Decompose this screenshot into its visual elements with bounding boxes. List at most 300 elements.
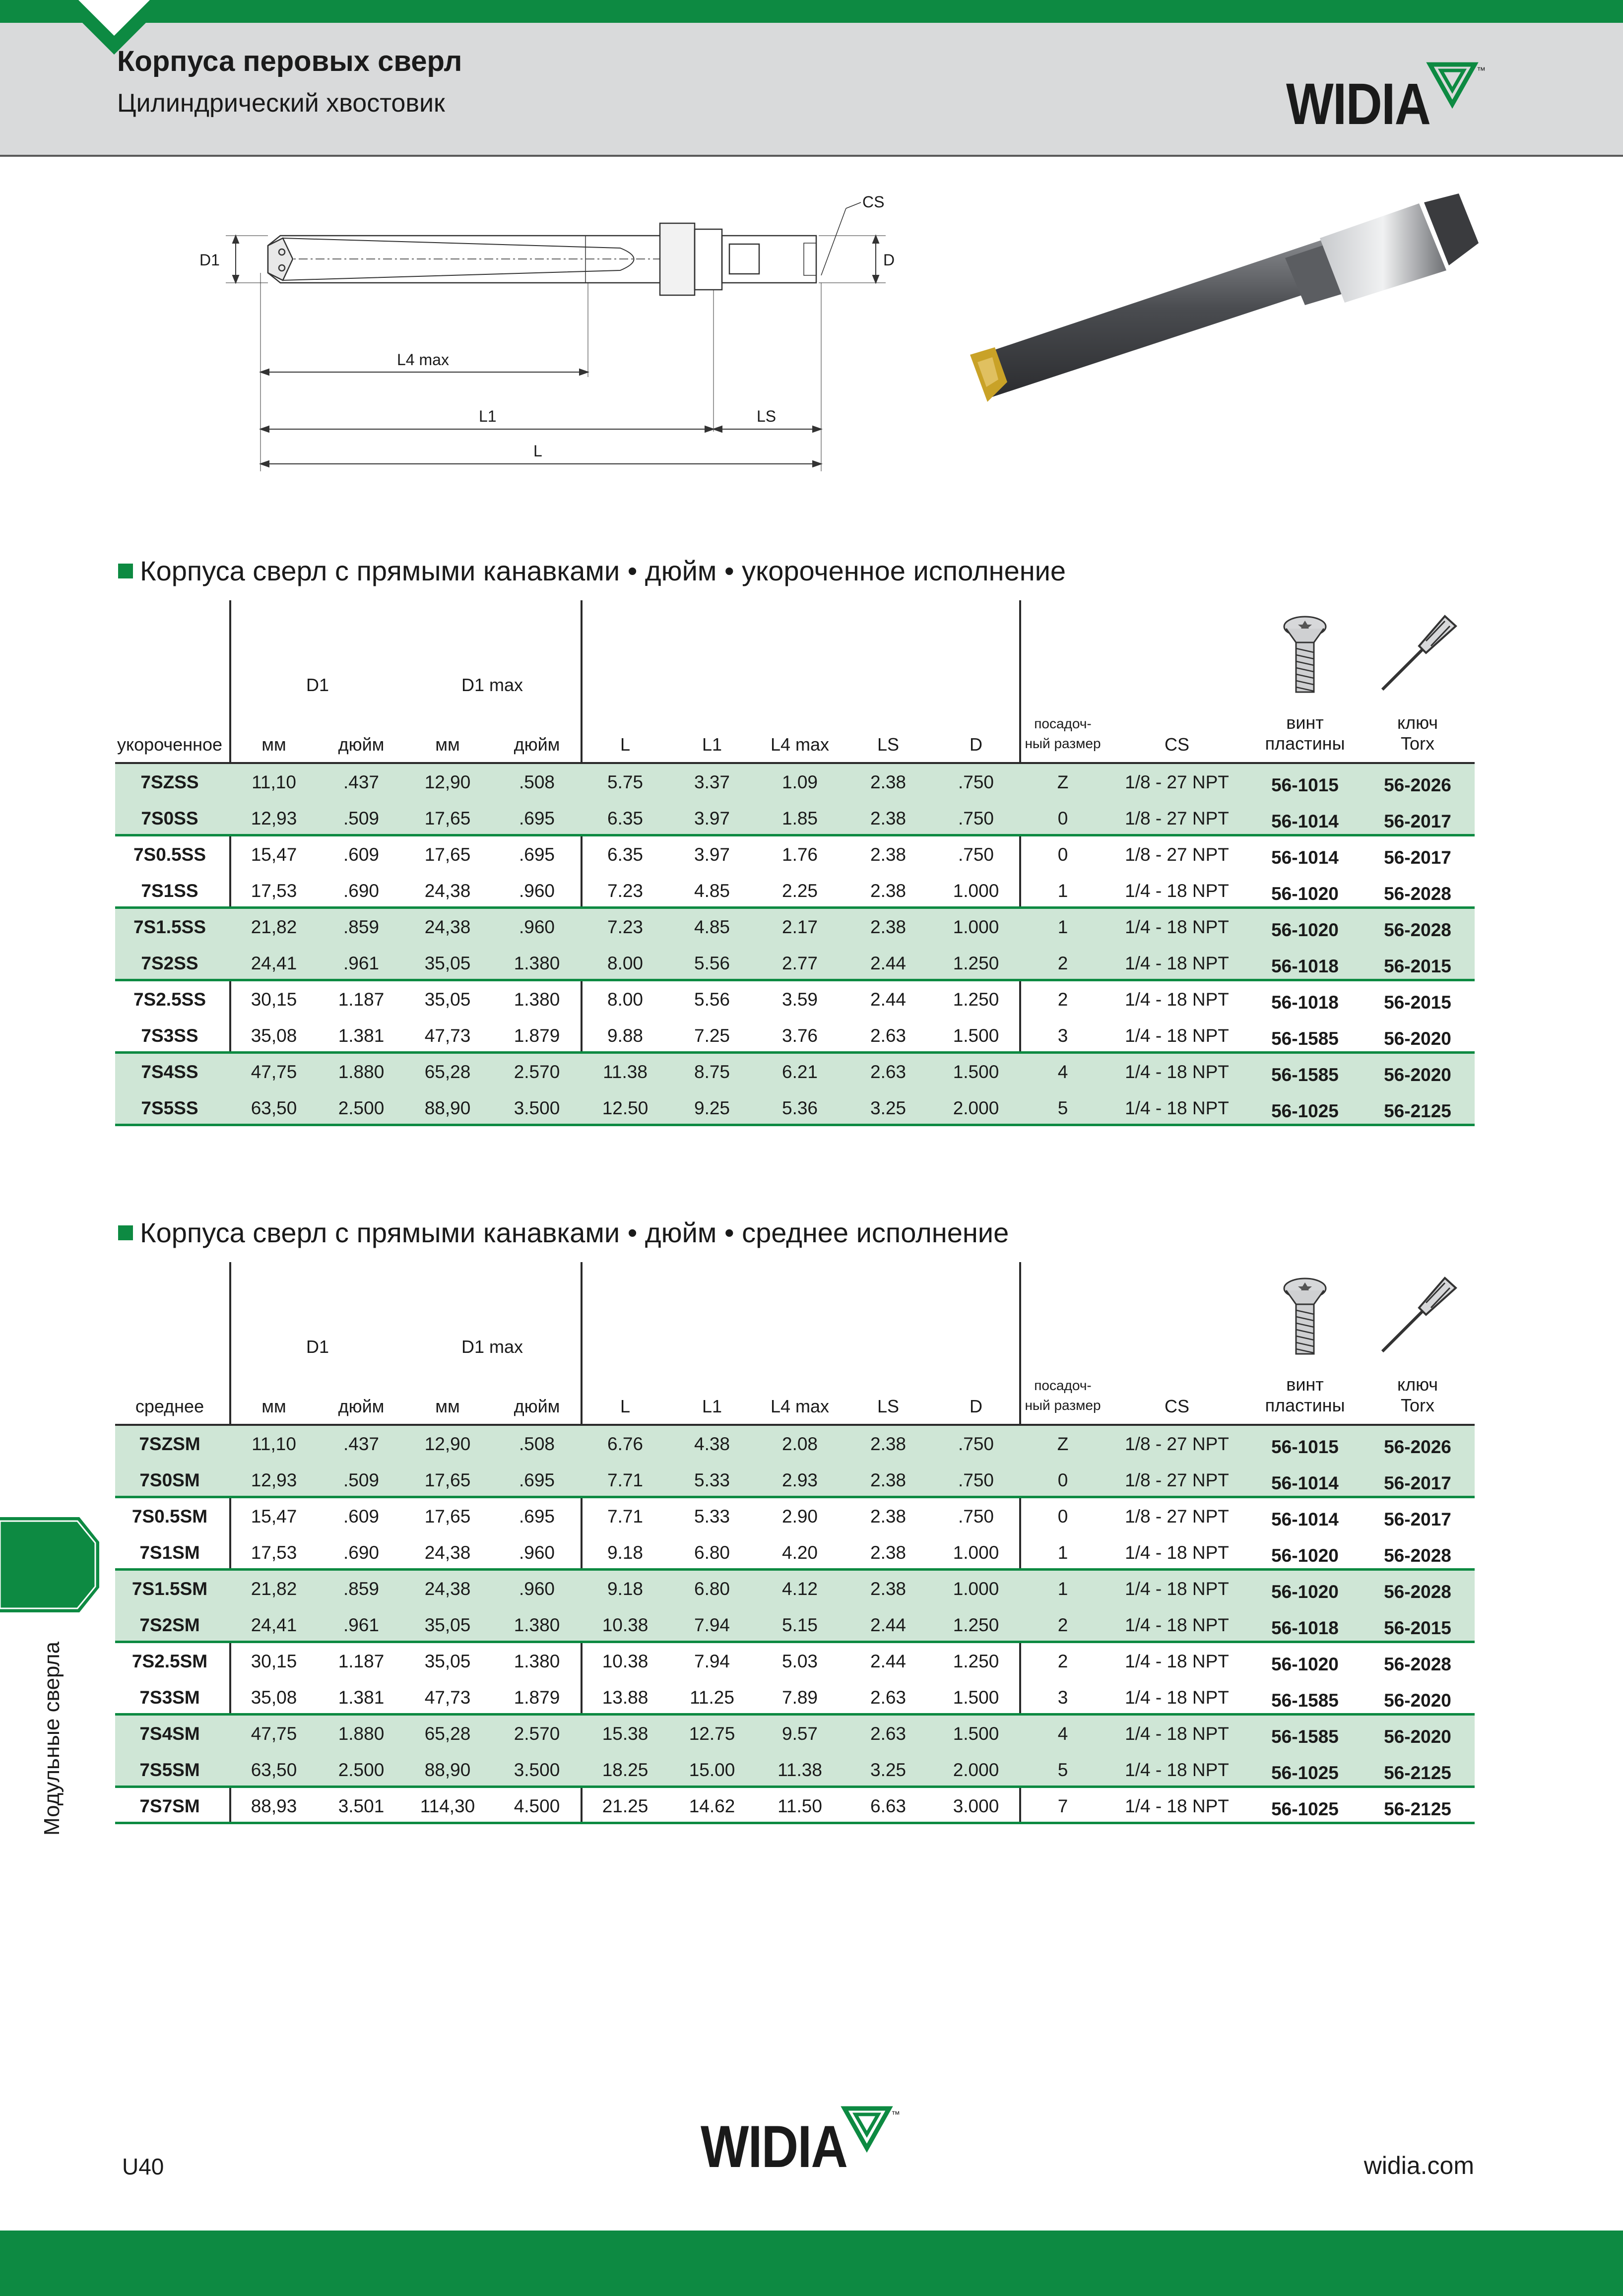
part-number: 56-2028 bbox=[1384, 1545, 1451, 1566]
table-cell: 1/4 - 18 NPT bbox=[1125, 1687, 1229, 1708]
header-key-2: Torx bbox=[1400, 733, 1435, 754]
table-cell: 1.250 bbox=[953, 953, 999, 973]
table-cell: 2.44 bbox=[870, 953, 907, 973]
table-cell: 1.380 bbox=[514, 1615, 560, 1635]
order-code: 7S0.5SM bbox=[131, 1506, 208, 1527]
table-cell: 65,28 bbox=[424, 1062, 471, 1082]
header-key-1: ключ bbox=[1397, 1374, 1438, 1395]
section-title-short-text: Корпуса сверл с прямыми канавками • дюйм • укороченное исполнение bbox=[140, 555, 1066, 586]
part-number: 56-2015 bbox=[1384, 992, 1451, 1013]
table-cell: 2 bbox=[1057, 1615, 1068, 1635]
table-cell: 7.94 bbox=[694, 1615, 730, 1635]
table-cell: 2.38 bbox=[870, 1579, 907, 1599]
table-cell: 47,75 bbox=[251, 1062, 297, 1082]
table-cell: .960 bbox=[519, 881, 555, 901]
table-cell: 1.000 bbox=[953, 1579, 999, 1599]
header-mm: мм bbox=[261, 1396, 286, 1416]
part-number: 56-1015 bbox=[1271, 1437, 1339, 1457]
table-cell: 1/4 - 18 NPT bbox=[1125, 1760, 1229, 1780]
table-cell: 24,38 bbox=[424, 881, 471, 901]
table-cell: 24,38 bbox=[424, 1542, 471, 1563]
table-cell: 2.38 bbox=[870, 772, 907, 792]
table-cell: 2.000 bbox=[953, 1098, 999, 1118]
drill-body-photo bbox=[958, 184, 1489, 422]
table-row bbox=[115, 1090, 1475, 1126]
table-row bbox=[115, 1643, 1475, 1679]
table-row bbox=[115, 1571, 1475, 1607]
table-cell: 88,90 bbox=[424, 1760, 471, 1780]
table-cell: 10.38 bbox=[602, 1615, 649, 1635]
table-cell: 11.38 bbox=[778, 1760, 822, 1780]
table-cell: 1.500 bbox=[953, 1687, 999, 1708]
header-mm: мм bbox=[435, 734, 460, 755]
header-fit-size-1: посадоч- bbox=[1034, 716, 1092, 731]
table-cell: 6.80 bbox=[694, 1579, 730, 1599]
table-cell: 1 bbox=[1057, 881, 1068, 901]
table-cell: 6.35 bbox=[607, 844, 644, 865]
table-cell: 3 bbox=[1057, 1025, 1068, 1046]
table-cell: 9.18 bbox=[607, 1579, 644, 1599]
table-cell: .695 bbox=[519, 808, 555, 829]
order-code: 7S3SS bbox=[141, 1025, 198, 1046]
side-tab-label: Модульные сверла bbox=[40, 1641, 64, 1836]
table-row bbox=[115, 1716, 1475, 1752]
diagram-label-ls: LS bbox=[757, 407, 777, 425]
table-cell: 1.000 bbox=[953, 1542, 999, 1563]
table-cell: 114,30 bbox=[420, 1796, 475, 1816]
torx-screwdriver-icon bbox=[1375, 611, 1460, 696]
table-cell: 24,38 bbox=[424, 1579, 471, 1599]
table-cell: .961 bbox=[343, 1615, 380, 1635]
order-code: 7S1SS bbox=[141, 881, 198, 901]
table-cell: 1/4 - 18 NPT bbox=[1125, 1579, 1229, 1599]
table-cell: 3.500 bbox=[514, 1760, 560, 1780]
part-number: 56-1585 bbox=[1271, 1028, 1339, 1049]
table-cell: 1.381 bbox=[338, 1025, 385, 1046]
table-cell: .750 bbox=[958, 1434, 994, 1454]
table-row bbox=[115, 1788, 1475, 1824]
order-code: 7S2SM bbox=[139, 1615, 200, 1635]
table-cell: 11.25 bbox=[690, 1687, 734, 1708]
table-cell: 17,65 bbox=[424, 1506, 471, 1527]
table-cell: 9.57 bbox=[781, 1723, 818, 1744]
table-cell: 2.17 bbox=[781, 917, 818, 937]
table-cell: 30,15 bbox=[251, 989, 297, 1010]
table-cell: 3.59 bbox=[781, 989, 818, 1010]
header-fit-size-1: посадоч- bbox=[1034, 1378, 1092, 1393]
table-cell: 21,82 bbox=[251, 1579, 297, 1599]
header-ls: LS bbox=[877, 734, 900, 755]
table-cell: 2.38 bbox=[870, 1470, 907, 1490]
order-code: 7S0.5SS bbox=[133, 844, 206, 865]
header-screw-1: винт bbox=[1286, 712, 1324, 733]
table-cell: 5.75 bbox=[607, 772, 644, 792]
table-cell: 13.88 bbox=[602, 1687, 649, 1708]
table-cell: .960 bbox=[519, 1542, 555, 1563]
table-cell: 3.25 bbox=[870, 1760, 907, 1780]
table-cell: 17,65 bbox=[424, 1470, 471, 1490]
part-number: 56-1020 bbox=[1271, 1654, 1339, 1674]
header-l4max: L4 max bbox=[770, 1396, 830, 1416]
part-number: 56-2028 bbox=[1384, 1582, 1451, 1602]
part-number: 56-2125 bbox=[1384, 1799, 1451, 1819]
table-row bbox=[115, 981, 1475, 1018]
table-cell: 1/8 - 27 NPT bbox=[1125, 772, 1229, 792]
green-square-bullet-icon bbox=[118, 1225, 133, 1240]
table-row bbox=[115, 1054, 1475, 1090]
table-cell: .509 bbox=[343, 808, 380, 829]
table-cell: 5.33 bbox=[694, 1506, 730, 1527]
side-section-tab bbox=[0, 1517, 99, 1612]
part-number: 56-1020 bbox=[1271, 1582, 1339, 1602]
header-first-col: укороченное bbox=[117, 734, 223, 755]
table-row bbox=[115, 873, 1475, 909]
table-cell: .437 bbox=[343, 1434, 380, 1454]
widia-triangle-logo-icon bbox=[840, 2104, 899, 2153]
table-cell: 6.35 bbox=[607, 808, 644, 829]
table-cell: 5.33 bbox=[694, 1470, 730, 1490]
header-cs: CS bbox=[1164, 734, 1190, 755]
diagram-label-l1: L1 bbox=[479, 407, 497, 425]
table-cell: .695 bbox=[519, 1506, 555, 1527]
part-number: 56-2017 bbox=[1384, 811, 1451, 831]
part-number: 56-2017 bbox=[1384, 1509, 1451, 1530]
header-screw-1: винт bbox=[1286, 1374, 1324, 1395]
table-cell: .750 bbox=[958, 772, 994, 792]
order-code: 7S2.5SM bbox=[131, 1651, 208, 1671]
table-cell: 24,41 bbox=[251, 953, 297, 973]
brand-logo-bottom: WIDIA bbox=[701, 2113, 847, 2180]
table-cell: 2.44 bbox=[870, 1615, 907, 1635]
order-code: 7S4SM bbox=[139, 1723, 200, 1744]
header-d1max-group: D1 max bbox=[461, 1337, 523, 1357]
table-cell: .750 bbox=[958, 808, 994, 829]
table-cell: 4.500 bbox=[514, 1796, 560, 1816]
table-cell: 35,08 bbox=[251, 1687, 297, 1708]
table-cell: 3.501 bbox=[338, 1796, 385, 1816]
table-cell: 2.63 bbox=[870, 1687, 907, 1708]
table-cell: 2.38 bbox=[870, 808, 907, 829]
table-cell: 1/4 - 18 NPT bbox=[1125, 1062, 1229, 1082]
table-cell: 9.18 bbox=[607, 1542, 644, 1563]
table-cell: 88,90 bbox=[424, 1098, 471, 1118]
table-cell: .508 bbox=[519, 772, 555, 792]
table-cell: 11.50 bbox=[778, 1796, 822, 1816]
table-cell: 17,53 bbox=[251, 1542, 297, 1563]
header-d: D bbox=[970, 1396, 982, 1416]
part-number: 56-1585 bbox=[1271, 1690, 1339, 1711]
header-first-col: среднее bbox=[135, 1396, 204, 1416]
part-number: 56-2125 bbox=[1384, 1101, 1451, 1121]
table-cell: 1.500 bbox=[953, 1025, 999, 1046]
table-cell: 7 bbox=[1057, 1796, 1068, 1816]
table-cell: .609 bbox=[343, 844, 380, 865]
part-number: 56-2026 bbox=[1384, 1437, 1451, 1457]
table-cell: 4.85 bbox=[694, 881, 730, 901]
table-cell: 17,65 bbox=[424, 808, 471, 829]
table-cell: 8.75 bbox=[694, 1062, 730, 1082]
table-cell: 4 bbox=[1057, 1723, 1068, 1744]
table-cell: 35,05 bbox=[424, 953, 471, 973]
table-row bbox=[115, 909, 1475, 945]
table-cell: .509 bbox=[343, 1470, 380, 1490]
table-cell: 2.90 bbox=[781, 1506, 818, 1527]
table-cell: 2.08 bbox=[781, 1434, 818, 1454]
table-cell: 15.00 bbox=[689, 1760, 735, 1780]
table-cell: 12.75 bbox=[689, 1723, 735, 1744]
order-code: 7S1.5SS bbox=[133, 917, 206, 937]
table-cell: 2.25 bbox=[781, 881, 818, 901]
bottom-green-bar bbox=[0, 2231, 1623, 2296]
table-cell: 1/8 - 27 NPT bbox=[1125, 1506, 1229, 1527]
table-cell: 7.25 bbox=[694, 1025, 730, 1046]
table-cell: 1.500 bbox=[953, 1723, 999, 1744]
header-l1: L1 bbox=[702, 1396, 722, 1416]
torx-screw-icon bbox=[1280, 613, 1330, 697]
header-cs: CS bbox=[1164, 1396, 1190, 1416]
table-cell: 17,65 bbox=[424, 844, 471, 865]
table-cell: 2.500 bbox=[338, 1098, 385, 1118]
order-code: 7S5SS bbox=[141, 1098, 198, 1118]
part-number: 56-1018 bbox=[1271, 1618, 1339, 1638]
table-short-version bbox=[115, 600, 1475, 1126]
part-number: 56-1020 bbox=[1271, 920, 1339, 940]
table-cell: 12,93 bbox=[251, 808, 297, 829]
table-cell: .609 bbox=[343, 1506, 380, 1527]
table-cell: 2.570 bbox=[514, 1062, 560, 1082]
page-title: Корпуса перовых сверл bbox=[117, 45, 462, 77]
table-cell: 8.00 bbox=[607, 989, 644, 1010]
table-cell: 4.85 bbox=[694, 917, 730, 937]
table-cell: 7.23 bbox=[607, 917, 644, 937]
part-number: 56-2020 bbox=[1384, 1028, 1451, 1049]
table-cell: 21,82 bbox=[251, 917, 297, 937]
table-cell: 47,75 bbox=[251, 1723, 297, 1744]
table-cell: 2.38 bbox=[870, 917, 907, 937]
table-cell: 1.381 bbox=[338, 1687, 385, 1708]
table-cell: 9.25 bbox=[694, 1098, 730, 1118]
table-cell: 1.380 bbox=[514, 953, 560, 973]
order-code: 7S3SM bbox=[139, 1687, 200, 1708]
table-cell: 0 bbox=[1057, 1470, 1068, 1490]
table-row bbox=[115, 1426, 1475, 1462]
table-cell: 5.56 bbox=[694, 953, 730, 973]
table-cell: 24,41 bbox=[251, 1615, 297, 1635]
table-cell: 1/8 - 27 NPT bbox=[1125, 844, 1229, 865]
header-fit-size-2: ный размер bbox=[1025, 1398, 1101, 1413]
order-code: 7S5SM bbox=[139, 1760, 200, 1780]
widia-triangle-logo-icon bbox=[1425, 60, 1485, 109]
table-cell: Z bbox=[1057, 1434, 1069, 1454]
part-number: 56-1018 bbox=[1271, 956, 1339, 976]
header-inch: дюйм bbox=[514, 1396, 560, 1416]
table-cell: 1.250 bbox=[953, 1651, 999, 1671]
table-cell: 21.25 bbox=[602, 1796, 649, 1816]
page-subtitle: Цилиндрический хвостовик bbox=[117, 89, 445, 118]
part-number: 56-2017 bbox=[1384, 1473, 1451, 1493]
table-cell: 63,50 bbox=[251, 1760, 297, 1780]
section-title-short bbox=[118, 555, 1066, 587]
order-code: 7S1.5SM bbox=[131, 1579, 208, 1599]
header-inch: дюйм bbox=[338, 1396, 385, 1416]
table-cell: .859 bbox=[343, 1579, 380, 1599]
diagram-label-l4max: L4 max bbox=[397, 351, 449, 369]
order-code: 7S1SM bbox=[139, 1542, 200, 1563]
table-medium-version bbox=[115, 1262, 1475, 1824]
table-row bbox=[115, 1607, 1475, 1643]
trademark-bottom: ™ bbox=[891, 2109, 900, 2119]
table-cell: 1.880 bbox=[338, 1062, 385, 1082]
part-number: 56-2020 bbox=[1384, 1726, 1451, 1747]
table-cell: 1.187 bbox=[338, 989, 385, 1010]
part-number: 56-1018 bbox=[1271, 992, 1339, 1013]
trademark-top: ™ bbox=[1477, 65, 1486, 75]
table-cell: 1.000 bbox=[953, 917, 999, 937]
table-cell: 12,93 bbox=[251, 1470, 297, 1490]
part-number: 56-2026 bbox=[1384, 775, 1451, 795]
table-cell: 1 bbox=[1057, 1542, 1068, 1563]
table-cell: 17,53 bbox=[251, 881, 297, 901]
order-code: 7S7SM bbox=[139, 1796, 200, 1816]
torx-screw-icon bbox=[1280, 1275, 1330, 1359]
table-cell: 35,05 bbox=[424, 989, 471, 1010]
table-cell: .508 bbox=[519, 1434, 555, 1454]
table-cell: .695 bbox=[519, 844, 555, 865]
corner-triangle-inner bbox=[78, 0, 150, 36]
table-cell: 47,73 bbox=[424, 1025, 471, 1046]
table-cell: .695 bbox=[519, 1470, 555, 1490]
table-cell: 0 bbox=[1057, 1506, 1068, 1527]
table-cell: 2.500 bbox=[338, 1760, 385, 1780]
table-cell: 7.89 bbox=[781, 1687, 818, 1708]
part-number: 56-1025 bbox=[1271, 1763, 1339, 1783]
part-number: 56-2020 bbox=[1384, 1065, 1451, 1085]
table-row bbox=[115, 1018, 1475, 1054]
table-cell: 1 bbox=[1057, 1579, 1068, 1599]
table-cell: 0 bbox=[1057, 844, 1068, 865]
table-cell: .750 bbox=[958, 1506, 994, 1527]
order-code: 7SZSS bbox=[140, 772, 199, 792]
table-cell: 3.76 bbox=[781, 1025, 818, 1046]
drill-body-diagram bbox=[194, 189, 898, 481]
header-inch: дюйм bbox=[514, 734, 560, 755]
table-cell: 5.03 bbox=[781, 1651, 818, 1671]
table-cell: 15.38 bbox=[602, 1723, 649, 1744]
header-d1max-group: D1 max bbox=[461, 675, 523, 695]
table-cell: 7.23 bbox=[607, 881, 644, 901]
part-number: 56-1585 bbox=[1271, 1065, 1339, 1085]
table-cell: .750 bbox=[958, 844, 994, 865]
table-cell: 8.00 bbox=[607, 953, 644, 973]
part-number: 56-1014 bbox=[1271, 811, 1339, 831]
table-cell: 5.36 bbox=[781, 1098, 818, 1118]
table-cell: 4.12 bbox=[781, 1579, 818, 1599]
table-cell: 1/4 - 18 NPT bbox=[1125, 1542, 1229, 1563]
table-cell: 88,93 bbox=[251, 1796, 297, 1816]
table-cell: 1.880 bbox=[338, 1723, 385, 1744]
part-number: 56-2125 bbox=[1384, 1763, 1451, 1783]
table-cell: 5.15 bbox=[781, 1615, 818, 1635]
table-cell: 1.380 bbox=[514, 1651, 560, 1671]
table-cell: Z bbox=[1057, 772, 1069, 792]
table-cell: 10.38 bbox=[602, 1651, 649, 1671]
table-cell: .437 bbox=[343, 772, 380, 792]
website-link[interactable]: widia.com bbox=[1363, 2152, 1474, 2179]
part-number: 56-2028 bbox=[1384, 884, 1451, 904]
table-cell: 2 bbox=[1057, 953, 1068, 973]
table-cell: 1/8 - 27 NPT bbox=[1125, 1434, 1229, 1454]
header-d1-group: D1 bbox=[306, 675, 329, 695]
table-cell: 4 bbox=[1057, 1062, 1068, 1082]
table-cell: 3.97 bbox=[694, 808, 730, 829]
table-cell: 63,50 bbox=[251, 1098, 297, 1118]
diagram-label-l: L bbox=[533, 442, 542, 460]
table-cell: 15,47 bbox=[251, 844, 297, 865]
section-title-medium-text: Корпуса сверл с прямыми канавками • дюйм • среднее исполнение bbox=[140, 1217, 1009, 1248]
part-number: 56-1020 bbox=[1271, 884, 1339, 904]
diagram-label-d: D bbox=[883, 251, 895, 269]
table-cell: 2.38 bbox=[870, 1506, 907, 1527]
part-number: 56-1015 bbox=[1271, 775, 1339, 795]
table-cell: 11,10 bbox=[252, 772, 296, 792]
table-cell: 5 bbox=[1057, 1760, 1068, 1780]
part-number: 56-2015 bbox=[1384, 1618, 1451, 1638]
table-cell: 2 bbox=[1057, 1651, 1068, 1671]
green-square-bullet-icon bbox=[118, 564, 133, 578]
part-number: 56-2017 bbox=[1384, 847, 1451, 868]
table-cell: 1.879 bbox=[514, 1687, 560, 1708]
order-code: 7S0SM bbox=[139, 1470, 200, 1490]
table-cell: .960 bbox=[519, 1579, 555, 1599]
table-cell: 1/4 - 18 NPT bbox=[1125, 989, 1229, 1010]
part-number: 56-1585 bbox=[1271, 1726, 1339, 1747]
part-number: 56-2015 bbox=[1384, 956, 1451, 976]
part-number: 56-2028 bbox=[1384, 1654, 1451, 1674]
part-number: 56-1025 bbox=[1271, 1799, 1339, 1819]
table-cell: 1.76 bbox=[781, 844, 818, 865]
table-cell: 1.000 bbox=[953, 881, 999, 901]
part-number: 56-2028 bbox=[1384, 920, 1451, 940]
table-cell: 2.44 bbox=[870, 1651, 907, 1671]
table-cell: 1.09 bbox=[781, 772, 818, 792]
table-cell: 11.38 bbox=[603, 1062, 648, 1082]
table-cell: 1.187 bbox=[338, 1651, 385, 1671]
diagram-label-cs: CS bbox=[862, 193, 885, 211]
table-cell: 1/4 - 18 NPT bbox=[1125, 953, 1229, 973]
table-row bbox=[115, 1534, 1475, 1571]
part-number: 56-1014 bbox=[1271, 1473, 1339, 1493]
table-cell: 35,05 bbox=[424, 1615, 471, 1635]
table-cell: 30,15 bbox=[251, 1651, 297, 1671]
table-cell: 1/8 - 27 NPT bbox=[1125, 1470, 1229, 1490]
order-code: 7S4SS bbox=[141, 1062, 198, 1082]
table-cell: .960 bbox=[519, 917, 555, 937]
table-cell: 2.38 bbox=[870, 1542, 907, 1563]
header-l: L bbox=[620, 734, 631, 755]
table-cell: 35,08 bbox=[251, 1025, 297, 1046]
table-cell: 2.38 bbox=[870, 844, 907, 865]
header-inch: дюйм bbox=[338, 734, 385, 755]
header-mm: мм bbox=[435, 1396, 460, 1416]
table-cell: 5.56 bbox=[694, 989, 730, 1010]
table-cell: .859 bbox=[343, 917, 380, 937]
table-row bbox=[115, 764, 1475, 800]
table-cell: 2.63 bbox=[870, 1723, 907, 1744]
table-cell: 1/4 - 18 NPT bbox=[1125, 1098, 1229, 1118]
part-number: 56-1014 bbox=[1271, 847, 1339, 868]
table-cell: 3.000 bbox=[953, 1796, 999, 1816]
table-cell: 65,28 bbox=[424, 1723, 471, 1744]
